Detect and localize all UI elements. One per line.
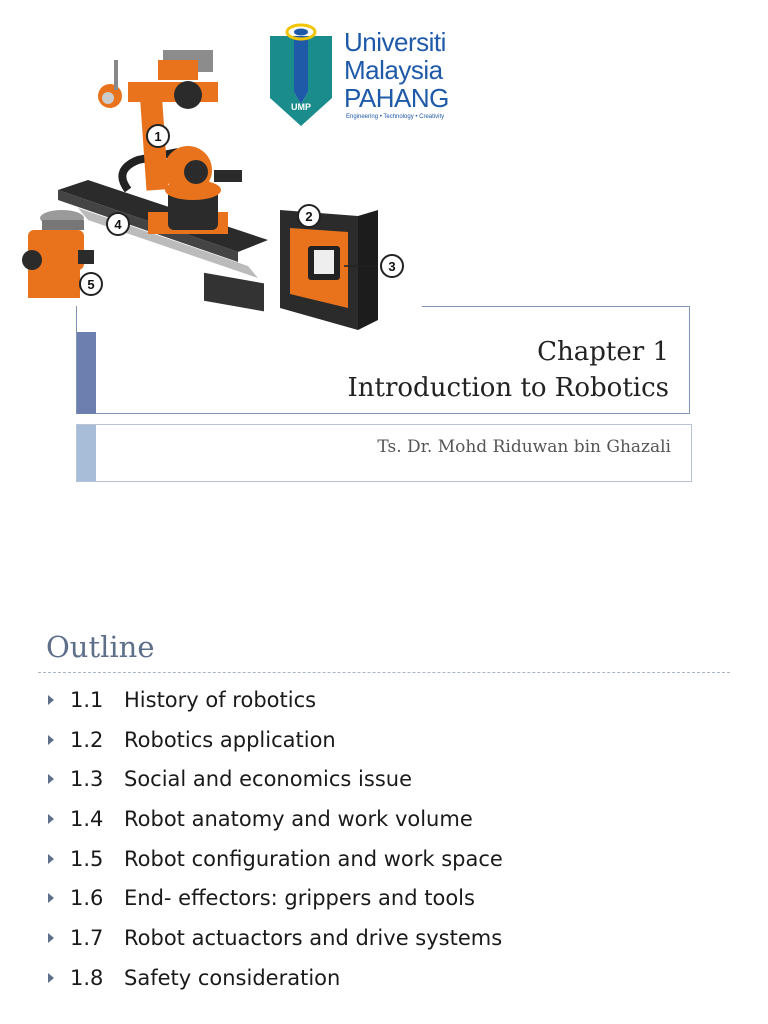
triangle-right-icon xyxy=(48,735,54,745)
item-text: Robot anatomy and work volume xyxy=(124,806,473,831)
slide-title xyxy=(348,334,669,406)
subtitle-box xyxy=(76,424,692,482)
list-item xyxy=(46,680,503,720)
list-item xyxy=(46,918,503,958)
triangle-right-icon xyxy=(48,814,54,824)
triangle-right-icon xyxy=(48,973,54,983)
title-line-2: Introduction to Robotics xyxy=(347,373,669,403)
list-item xyxy=(46,799,503,839)
list-item xyxy=(46,759,503,799)
list-item xyxy=(46,958,503,998)
item-number: 1.3 xyxy=(70,767,104,792)
svg-text:UMP: UMP xyxy=(291,102,311,112)
item-text: Robot actuactors and drive systems xyxy=(124,925,503,950)
item-number: 1.6 xyxy=(70,886,104,911)
triangle-right-icon xyxy=(48,893,54,903)
logo-tagline: Engineering • Technology • Creativity xyxy=(346,114,445,120)
outline-slide xyxy=(0,600,768,1024)
triangle-right-icon xyxy=(48,854,54,864)
outline-list xyxy=(46,680,503,998)
triangle-right-icon xyxy=(48,933,54,943)
title-accent-bar xyxy=(77,332,96,414)
title-box xyxy=(76,306,690,414)
item-number: 1.2 xyxy=(70,727,104,752)
subtitle-accent-bar xyxy=(77,425,96,481)
university-name xyxy=(344,28,449,112)
list-item xyxy=(46,720,503,760)
svg-text:5: 5 xyxy=(87,277,95,292)
item-text: Robot configuration and work space xyxy=(124,846,503,871)
logo-name-line-3: PAHANG xyxy=(344,83,449,113)
author-name: Ts. Dr. Mohd Riduwan bin Ghazali xyxy=(377,437,671,457)
item-text: Safety consideration xyxy=(124,965,341,990)
item-text: Social and economics issue xyxy=(124,767,412,792)
item-number: 1.5 xyxy=(70,846,104,871)
outline-heading: Outline xyxy=(46,630,155,664)
university-logo xyxy=(268,18,468,128)
logo-name-line-2: Malaysia xyxy=(344,55,443,85)
logo-name-line-1: Universiti xyxy=(344,27,446,57)
item-text: Robotics application xyxy=(124,727,336,752)
ump-shield-icon xyxy=(268,22,334,126)
list-item xyxy=(46,878,503,918)
svg-text:1: 1 xyxy=(154,129,162,144)
item-number: 1.7 xyxy=(70,925,104,950)
list-item xyxy=(46,839,503,879)
triangle-right-icon xyxy=(48,774,54,784)
item-number: 1.1 xyxy=(70,687,104,712)
item-number: 1.4 xyxy=(70,806,104,831)
item-text: History of robotics xyxy=(124,687,317,712)
svg-text:3: 3 xyxy=(388,259,396,274)
heading-divider xyxy=(38,672,730,673)
svg-text:4: 4 xyxy=(114,217,122,232)
title-line-1: Chapter 1 xyxy=(537,337,669,367)
title-slide xyxy=(0,0,768,510)
svg-text:2: 2 xyxy=(305,209,313,224)
triangle-right-icon xyxy=(48,695,54,705)
item-number: 1.8 xyxy=(70,965,104,990)
item-text: End- effectors: grippers and tools xyxy=(124,886,475,911)
